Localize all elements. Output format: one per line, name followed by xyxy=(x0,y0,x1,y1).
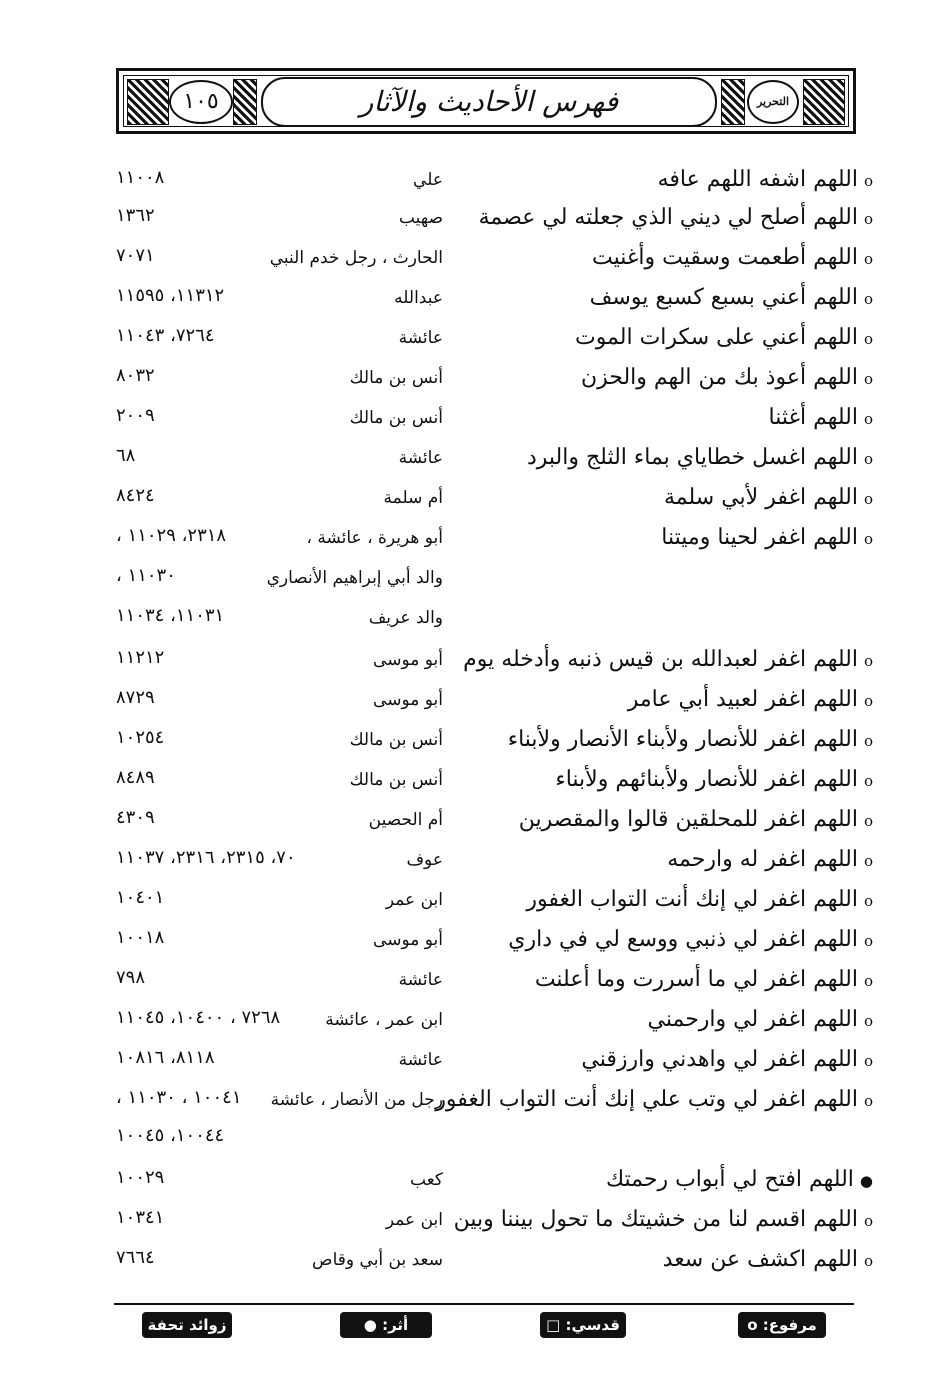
narrator-name: عوف xyxy=(406,850,443,870)
footer-divider xyxy=(114,1303,854,1305)
hadith-type-marker: o xyxy=(863,410,873,428)
narrator-name: أبو هريرة ، عائشة ، xyxy=(306,528,443,548)
reference-numbers: ١٠٠١٨ xyxy=(116,927,165,948)
reference-numbers: ٨٧٢٩ xyxy=(116,687,155,708)
reference-numbers: ١٠٠٢٩ xyxy=(116,1167,165,1188)
reference-numbers: ٨٤٢٤ xyxy=(116,485,155,506)
table-row xyxy=(0,680,945,720)
hadith-label: اللهم اغفر له وارحمه xyxy=(667,847,858,872)
hadith-label: اللهم اغفر لي وتب علي إنك أنت التواب الغفور xyxy=(435,1087,858,1112)
legend-zawaid: زوائد تحفة ❊ xyxy=(142,1312,232,1338)
hadith-type-marker: o xyxy=(863,692,873,710)
narrator-name: والد عريف xyxy=(368,608,443,628)
narrator-name: أبو موسى xyxy=(373,930,443,950)
hadith-type-marker: o xyxy=(863,812,873,830)
hadith-type-marker: o xyxy=(863,852,873,870)
reference-numbers: ٧٩٨ xyxy=(116,967,146,988)
hadith-label: اللهم أعوذ بك من الهم والحزن xyxy=(580,365,858,390)
table-row xyxy=(0,1080,945,1120)
table-row xyxy=(0,1118,945,1158)
table-row xyxy=(0,598,945,638)
hadith-type-marker: o xyxy=(863,250,873,268)
table-row xyxy=(0,800,945,840)
hadith-type-marker: ● xyxy=(859,1172,873,1190)
table-row xyxy=(0,840,945,880)
reference-numbers: ٦٨ xyxy=(116,445,136,466)
reference-numbers: ١٠٠٤٤، ١٠٠٤٥ xyxy=(116,1125,225,1146)
narrator-name: علي xyxy=(413,170,443,190)
hadith-text xyxy=(453,1200,873,1241)
table-row xyxy=(0,198,945,238)
reference-numbers: ٨٠٣٢ xyxy=(116,365,155,386)
narrator-name: والد أبي إبراهيم الأنصاري xyxy=(266,568,443,588)
narrator-name: عائشة xyxy=(398,1050,443,1070)
table-row xyxy=(0,1000,945,1040)
narrator-name: عائشة xyxy=(398,448,443,468)
hadith-label: اللهم أعني على سكرات الموت xyxy=(574,325,858,350)
hadith-text xyxy=(493,518,873,559)
hadith-type-marker: o xyxy=(863,330,873,348)
table-row xyxy=(0,398,945,438)
table-row xyxy=(0,278,945,318)
hadith-label: اللهم اكشف عن سعد xyxy=(662,1247,858,1272)
table-row xyxy=(0,478,945,518)
reference-numbers: ٨١١٨، ١٠٨١٦ xyxy=(116,1047,215,1068)
narrator-name: ابن عمر ، عائشة xyxy=(325,1010,443,1030)
table-row xyxy=(0,238,945,278)
hadith-label: اللهم اقسم لنا من خشيتك ما تحول بيننا وبين xyxy=(453,1207,858,1232)
hadith-label: اللهم أغثنا xyxy=(768,405,858,430)
hadith-label: اللهم اغفر لي ما أسررت وما أعلنت xyxy=(534,967,858,992)
hadith-text xyxy=(493,720,873,761)
hadith-label: اللهم اغسل خطاياي بماء الثلج والبرد xyxy=(526,445,858,470)
hadith-type-marker: o xyxy=(863,450,873,468)
narrator-name: أنس بن مالك xyxy=(349,770,443,790)
reference-numbers: ٧٠٧١ xyxy=(116,245,155,266)
hadith-type-marker: o xyxy=(863,490,873,508)
hadith-text xyxy=(493,960,873,1001)
hadith-text xyxy=(493,160,873,201)
table-row xyxy=(0,760,945,800)
hadith-label: اللهم اغفر لعبدالله بن قيس ذنبه وأدخله يوم xyxy=(463,647,858,672)
hadith-text xyxy=(493,278,873,319)
hadith-text xyxy=(493,840,873,881)
reference-numbers: ٤٣٠٩ xyxy=(116,807,155,828)
ornament-right xyxy=(803,79,845,125)
hadith-label: اللهم اغفر لعبيد أبي عامر xyxy=(627,687,858,712)
table-row xyxy=(0,960,945,1000)
hadith-text xyxy=(493,1240,873,1281)
narrator-name: أبو موسى xyxy=(373,690,443,710)
table-row xyxy=(0,358,945,398)
table-row xyxy=(0,318,945,358)
page-number: ١٠٥ xyxy=(169,80,233,124)
table-row xyxy=(0,558,945,598)
table-row xyxy=(0,160,945,200)
reference-numbers: ١١٢١٢ xyxy=(116,647,165,668)
reference-numbers: ٧٦٦٤ xyxy=(116,1247,155,1268)
hadith-type-marker: o xyxy=(863,1092,873,1110)
reference-numbers: ١٠٣٤١ xyxy=(116,1207,165,1228)
table-row xyxy=(0,880,945,920)
hadith-label: اللهم اغفر لي وارحمني xyxy=(647,1007,858,1032)
hadith-label: اللهم أطعمت وسقيت وأغنيت xyxy=(592,245,858,270)
narrator-name: رجل من الأنصار ، عائشة xyxy=(270,1090,443,1110)
table-row xyxy=(0,920,945,960)
narrator-name: أم الحصين xyxy=(368,810,443,830)
reference-numbers: ٢٠٠٩ xyxy=(116,405,155,426)
hadith-type-marker: o xyxy=(863,652,873,670)
hadith-label: اللهم اغفر للأنصار ولأبنائهم ولأبناء xyxy=(555,767,858,792)
table-row xyxy=(0,518,945,558)
legend-marfu: مرفوع: o xyxy=(738,1312,826,1338)
narrator-name: أبو موسى xyxy=(373,650,443,670)
hadith-label: اللهم اغفر لي واهدني وارزقني xyxy=(581,1047,858,1072)
hadith-type-marker: o xyxy=(863,1052,873,1070)
narrator-name: أنس بن مالك xyxy=(349,368,443,388)
hadith-text xyxy=(493,438,873,479)
page-header-banner xyxy=(116,68,856,134)
narrator-name: ابن عمر xyxy=(385,890,443,910)
hadith-text xyxy=(493,920,873,961)
hadith-label: اللهم اشفه اللهم عافه xyxy=(657,167,858,192)
hadith-type-marker: o xyxy=(863,892,873,910)
table-row xyxy=(0,640,945,680)
reference-numbers: ١٠٠٤١ ، ١١٠٣٠ ، xyxy=(116,1087,242,1108)
page-title: فهرس الأحاديث والآثار xyxy=(261,77,717,127)
reference-numbers: ٨٤٨٩ xyxy=(116,767,155,788)
narrator-name: ابن عمر xyxy=(385,1210,443,1230)
hadith-text xyxy=(493,1040,873,1081)
hadith-label: اللهم اغفر لي إنك أنت التواب الغفور xyxy=(526,887,858,912)
reference-numbers: ١١٠٠٨ xyxy=(116,167,165,188)
hadith-text xyxy=(493,1000,873,1041)
reference-numbers: ١١٣١٢، ١١٥٩٥ xyxy=(116,285,225,306)
reference-numbers: ٢٣١٨، ١١٠٢٩ ، xyxy=(116,525,227,546)
table-row xyxy=(0,1160,945,1200)
hadith-text xyxy=(493,318,873,359)
reference-numbers: ١١٠٣٠ ، xyxy=(116,565,176,586)
hadith-text xyxy=(493,478,873,519)
reference-numbers: ١١٠٣١، ١١٠٣٤ xyxy=(116,605,225,626)
hadith-text xyxy=(493,800,873,841)
hadith-text xyxy=(493,358,873,399)
table-row xyxy=(0,1240,945,1280)
hadith-text xyxy=(493,1160,873,1201)
hadith-label: اللهم اغفر لأبي سلمة xyxy=(663,485,858,510)
hadith-label: اللهم اغفر للمحلقين قالوا والمقصرين xyxy=(518,807,858,832)
hadith-type-marker: o xyxy=(863,1212,873,1230)
hadith-label: اللهم اغفر لي ذنبي ووسع لي في داري xyxy=(508,927,858,952)
reference-numbers: ١٠٢٥٤ xyxy=(116,727,165,748)
hadith-type-marker: o xyxy=(863,932,873,950)
narrator-name: أم سلمة xyxy=(383,488,443,508)
ornament-right-inner xyxy=(721,79,745,125)
hadith-label: اللهم افتح لي أبواب رحمتك xyxy=(605,1167,854,1192)
hadith-text xyxy=(463,640,873,681)
reference-numbers: ١٣٦٢ xyxy=(116,205,155,226)
narrator-name: عائشة xyxy=(398,970,443,990)
narrator-name: سعد بن أبي وقاص xyxy=(312,1250,443,1270)
hadith-type-marker: o xyxy=(863,732,873,750)
publisher-logo: التحرير xyxy=(747,80,799,124)
table-row xyxy=(0,1040,945,1080)
reference-numbers: ٧٢٦٨ ، ١٠٤٠٠، ١١٠٤٥ xyxy=(116,1007,281,1028)
reference-numbers: ٧٠، ٢٣١٥، ٢٣١٦، ١١٠٣٧ xyxy=(116,847,296,868)
legend-athar: أثر: ● xyxy=(340,1312,432,1338)
narrator-name: عبدالله xyxy=(394,288,443,308)
hadith-type-marker: o xyxy=(863,972,873,990)
hadith-text xyxy=(493,238,873,279)
narrator-name: عائشة xyxy=(398,328,443,348)
hadith-type-marker: o xyxy=(863,290,873,308)
reference-numbers: ١٠٤٠١ xyxy=(116,887,165,908)
hadith-type-marker: o xyxy=(863,210,873,228)
hadith-text xyxy=(493,880,873,921)
hadith-text xyxy=(435,1080,873,1121)
hadith-type-marker: o xyxy=(863,530,873,548)
ornament-left-inner xyxy=(233,79,257,125)
narrator-name: صهيب xyxy=(398,208,443,228)
reference-numbers: ٧٢٦٤، ١١٠٤٣ xyxy=(116,325,215,346)
table-row xyxy=(0,438,945,478)
hadith-text xyxy=(493,680,873,721)
hadith-type-marker: o xyxy=(863,1252,873,1270)
hadith-text xyxy=(493,398,873,439)
narrator-name: الحارث ، رجل خدم النبي xyxy=(269,248,443,268)
table-row xyxy=(0,1200,945,1240)
hadith-text xyxy=(478,198,873,239)
hadith-label: اللهم اغفر لحينا وميتنا xyxy=(661,525,858,550)
narrator-name: أنس بن مالك xyxy=(349,408,443,428)
hadith-type-marker: o xyxy=(863,172,873,190)
narrator-name: كعب xyxy=(410,1170,443,1190)
hadith-type-marker: o xyxy=(863,370,873,388)
hadith-text xyxy=(493,760,873,801)
hadith-label: اللهم أعني بسبع كسبع يوسف xyxy=(589,285,858,310)
hadith-type-marker: o xyxy=(863,1012,873,1030)
narrator-name: أنس بن مالك xyxy=(349,730,443,750)
ornament-left xyxy=(127,79,169,125)
table-row xyxy=(0,720,945,760)
hadith-type-marker: o xyxy=(863,772,873,790)
hadith-label: اللهم اغفر للأنصار ولأبناء الأنصار ولأبناء xyxy=(507,727,858,752)
hadith-label: اللهم أصلح لي ديني الذي جعلته لي عصمة xyxy=(478,205,858,230)
legend-qudsi: قدسي: □ xyxy=(540,1312,626,1338)
